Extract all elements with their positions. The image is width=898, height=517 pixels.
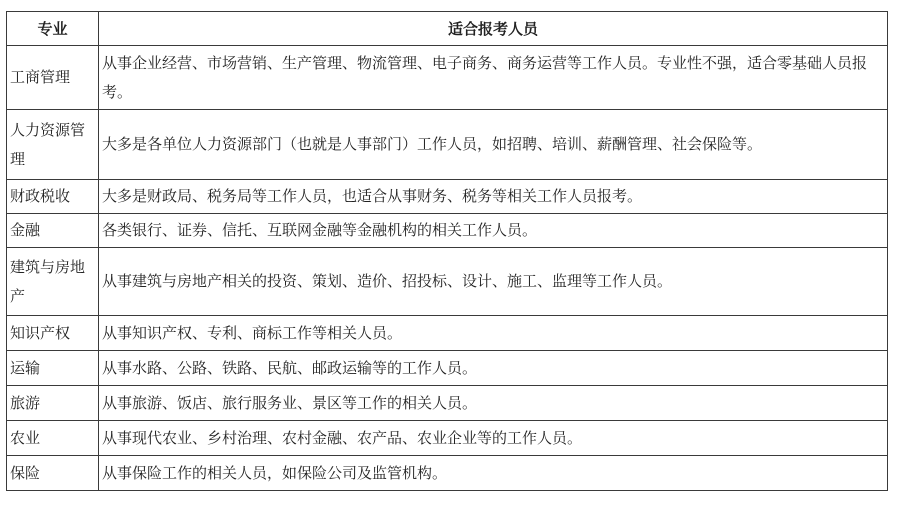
majors-table <box>6 11 888 491</box>
table-row <box>7 386 888 421</box>
description-cell: 从事企业经营、市场营销、生产管理、物流管理、电子商务、商务运营等工作人员。专业性不强，适合零基础人员报考。 <box>99 46 888 110</box>
description-cell: 从事水路、公路、铁路、民航、邮政运输等的工作人员。 <box>99 351 888 386</box>
major-cell: 农业 <box>7 421 99 456</box>
table-row <box>7 351 888 386</box>
header-major: 专业 <box>7 12 99 46</box>
table-row <box>7 421 888 456</box>
major-cell: 旅游 <box>7 386 99 421</box>
table-header-row <box>7 12 888 46</box>
major-cell: 人力资源管理 <box>7 110 99 180</box>
description-cell: 从事知识产权、专利、商标工作等相关人员。 <box>99 316 888 351</box>
table-row <box>7 110 888 180</box>
major-cell: 金融 <box>7 214 99 248</box>
major-cell: 工商管理 <box>7 46 99 110</box>
description-cell: 大多是财政局、税务局等工作人员，也适合从事财务、税务等相关工作人员报考。 <box>99 180 888 214</box>
major-cell: 建筑与房地产 <box>7 248 99 316</box>
description-cell: 各类银行、证券、信托、互联网金融等金融机构的相关工作人员。 <box>99 214 888 248</box>
description-cell: 大多是各单位人力资源部门（也就是人事部门）工作人员，如招聘、培训、薪酬管理、社会保险等。 <box>99 110 888 180</box>
table-row <box>7 180 888 214</box>
major-cell: 保险 <box>7 456 99 491</box>
table-row <box>7 456 888 491</box>
major-cell: 知识产权 <box>7 316 99 351</box>
major-cell: 财政税收 <box>7 180 99 214</box>
description-cell: 从事旅游、饭店、旅行服务业、景区等工作的相关人员。 <box>99 386 888 421</box>
description-cell: 从事保险工作的相关人员，如保险公司及监管机构。 <box>99 456 888 491</box>
description-cell: 从事现代农业、乡村治理、农村金融、农产品、农业企业等的工作人员。 <box>99 421 888 456</box>
major-cell: 运输 <box>7 351 99 386</box>
table-row <box>7 214 888 248</box>
table-row <box>7 316 888 351</box>
table-row <box>7 46 888 110</box>
table-row <box>7 248 888 316</box>
description-cell: 从事建筑与房地产相关的投资、策划、造价、招投标、设计、施工、监理等工作人员。 <box>99 248 888 316</box>
majors-table-container <box>6 11 887 491</box>
header-suitable-candidates: 适合报考人员 <box>99 12 888 46</box>
